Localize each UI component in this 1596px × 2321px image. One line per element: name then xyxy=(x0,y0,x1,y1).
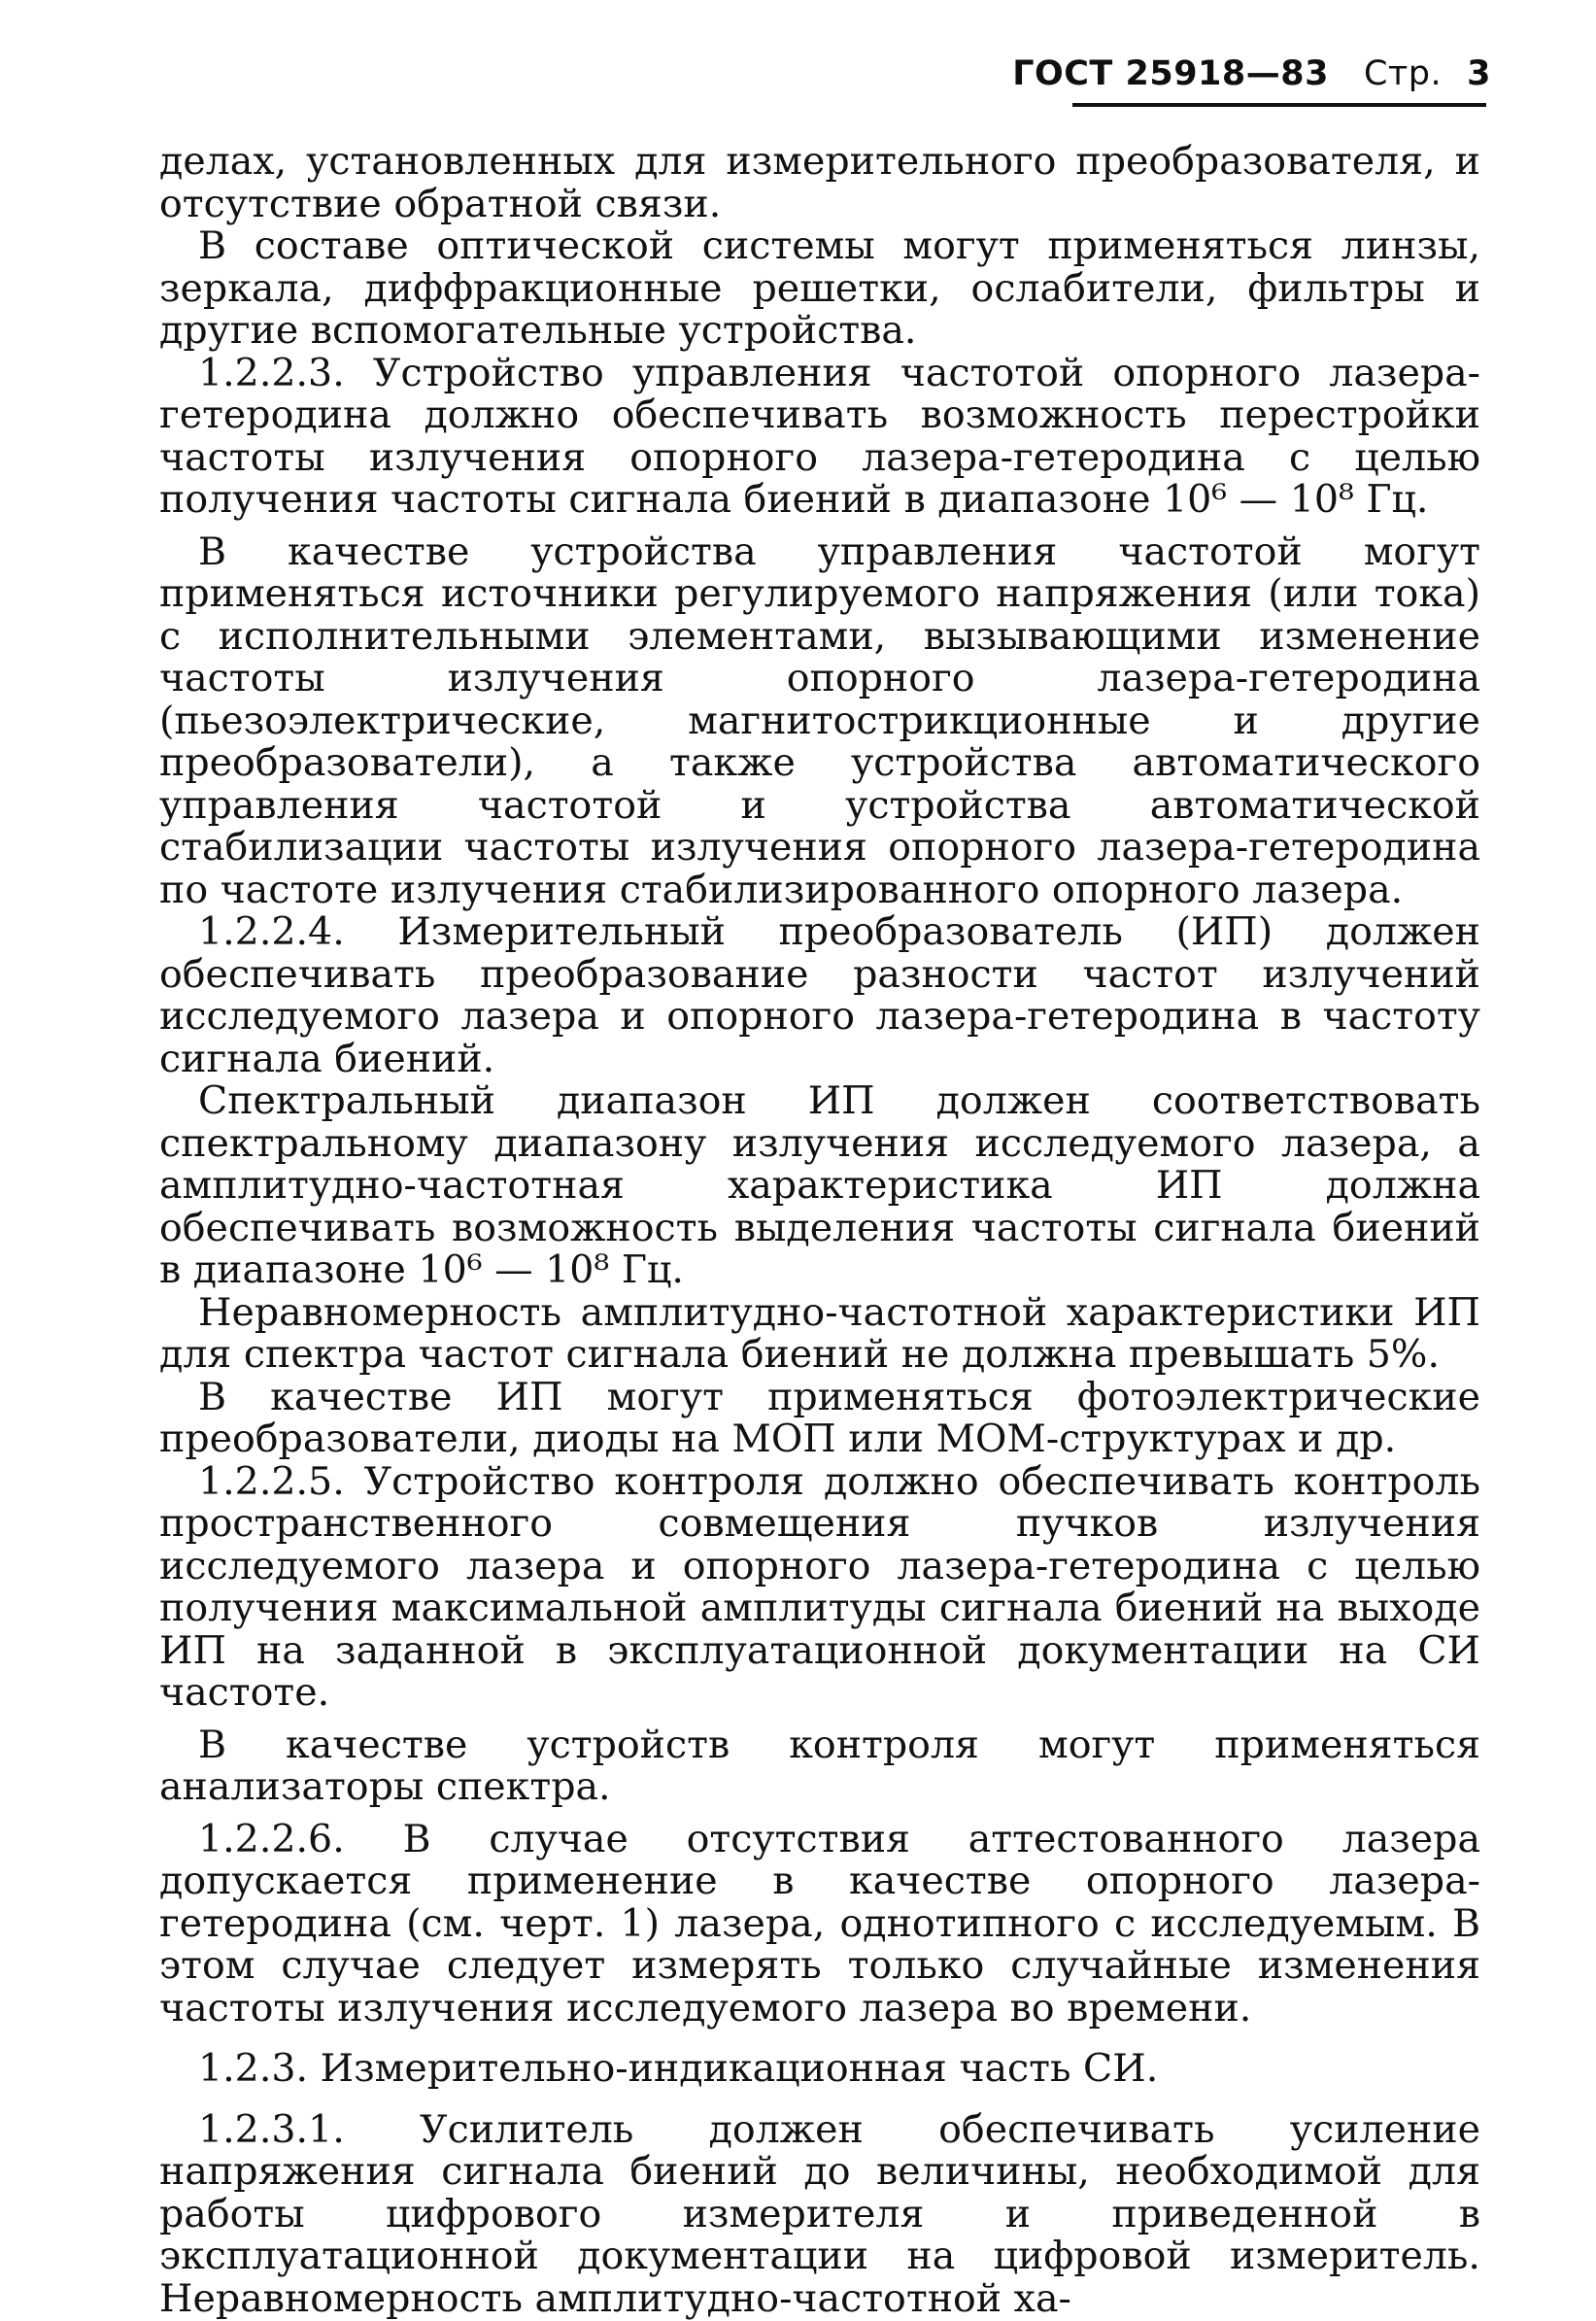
paragraph-1-2-2-3: 1.2.2.3. Устройство управления частотой опорного лазера-гетеродина должно обеспечивать возможность перестройки частоты излучения опорного лазера-гетеродина с целью получения частоты сигнала биений в диапазоне 10⁶ — 10⁸ Гц. xyxy=(159,350,1480,522)
header-rule xyxy=(1072,103,1486,107)
paragraph-control-devices: В качестве устройств контроля могут применяться анализаторы спектра. xyxy=(159,1722,1480,1809)
paragraph-1-2-2-6: 1.2.2.6. В случае отсутствия аттестованного лазера допускается применение в качестве опорного лазера-гетеродина (см. черт. 1) лазера, однотипного с исследуемым. В этом случае следует измерять только случайные изменения частоты излучения исследуемого лазера во времени. xyxy=(159,1816,1480,2031)
paragraph-1-2-2-5: 1.2.2.5. Устройство контроля должно обеспечивать контроль пространственного совмещения пучков излучения исследуемого лазера и опорного лазера-гетеродина с целью получения максимальной амплитуды сигнала биений на выходе ИП на заданной в эксплуатационной документации на СИ частоте. xyxy=(159,1458,1480,1715)
page-header xyxy=(1012,54,1491,93)
paragraph-1-2-3: 1.2.3. Измерительно-индикационная часть СИ. xyxy=(198,2046,1159,2091)
paragraph-nonuniformity: Неравномерность амплитудно-частотной характеристики ИП для спектра частот сигнала биений не должна превышать 5%. xyxy=(159,1289,1480,1377)
paragraph-optical-system: В составе оптической системы могут применяться линзы, зеркала, диффракционные решетки, ослабители, фильтры и другие вспомогательные устройства. xyxy=(159,223,1480,353)
page-number: 3 xyxy=(1467,54,1491,93)
paragraph-spectral-range: Спектральный диапазон ИП должен соответствовать спектральному диапазону излучения исследуемого лазера, а амплитудно-частотная характеристика ИП должна обеспечивать возможность выделения частоты сигнала биений в диапазоне 10⁶ — 10⁸ Гц. xyxy=(159,1078,1480,1292)
body-text xyxy=(159,141,1480,2320)
paragraph-ip-types: В качестве ИП могут применяться фотоэлектрические преобразователи, диоды на МОП или МОМ-структурах и др. xyxy=(159,1374,1480,1461)
paragraph-continuation: делах, установленных для измерительного преобразователя, и отсутствие обратной связи. xyxy=(159,139,1480,226)
page-label: Стр. xyxy=(1363,54,1443,93)
paragraph-frequency-control: В качестве устройства управления частотой могут применяться источники регулируемого напряжения (или тока) с исполнительными элементами, вызывающими изменение частоты излучения опорного лазера-гетеродина (пьезоэлектрические, магнитострикционные и другие преобразователи), а также устройства автоматического управления частотой и устройства автоматической стабилизации частоты излучения опорного лазера-гетеродина по частоте излучения стабилизированного опорного лазера. xyxy=(159,529,1480,912)
paragraph-1-2-3-1: 1.2.3.1. Усилитель должен обеспечивать усиление напряжения сигнала биений до величины, необходимой для работы цифрового измерителя и приведенной в эксплуатационной документации на цифровой измеритель. Неравномерность амплитудно-частотной ха- xyxy=(159,2106,1480,2321)
standard-number: ГОСТ 25918—83 xyxy=(1012,54,1329,93)
paragraph-1-2-2-4: 1.2.2.4. Измерительный преобразователь (ИП) должен обеспечивать преобразование разности частот излучений исследуемого лазера и опорного лазера-гетеродина в частоту сигнала биений. xyxy=(159,909,1480,1081)
